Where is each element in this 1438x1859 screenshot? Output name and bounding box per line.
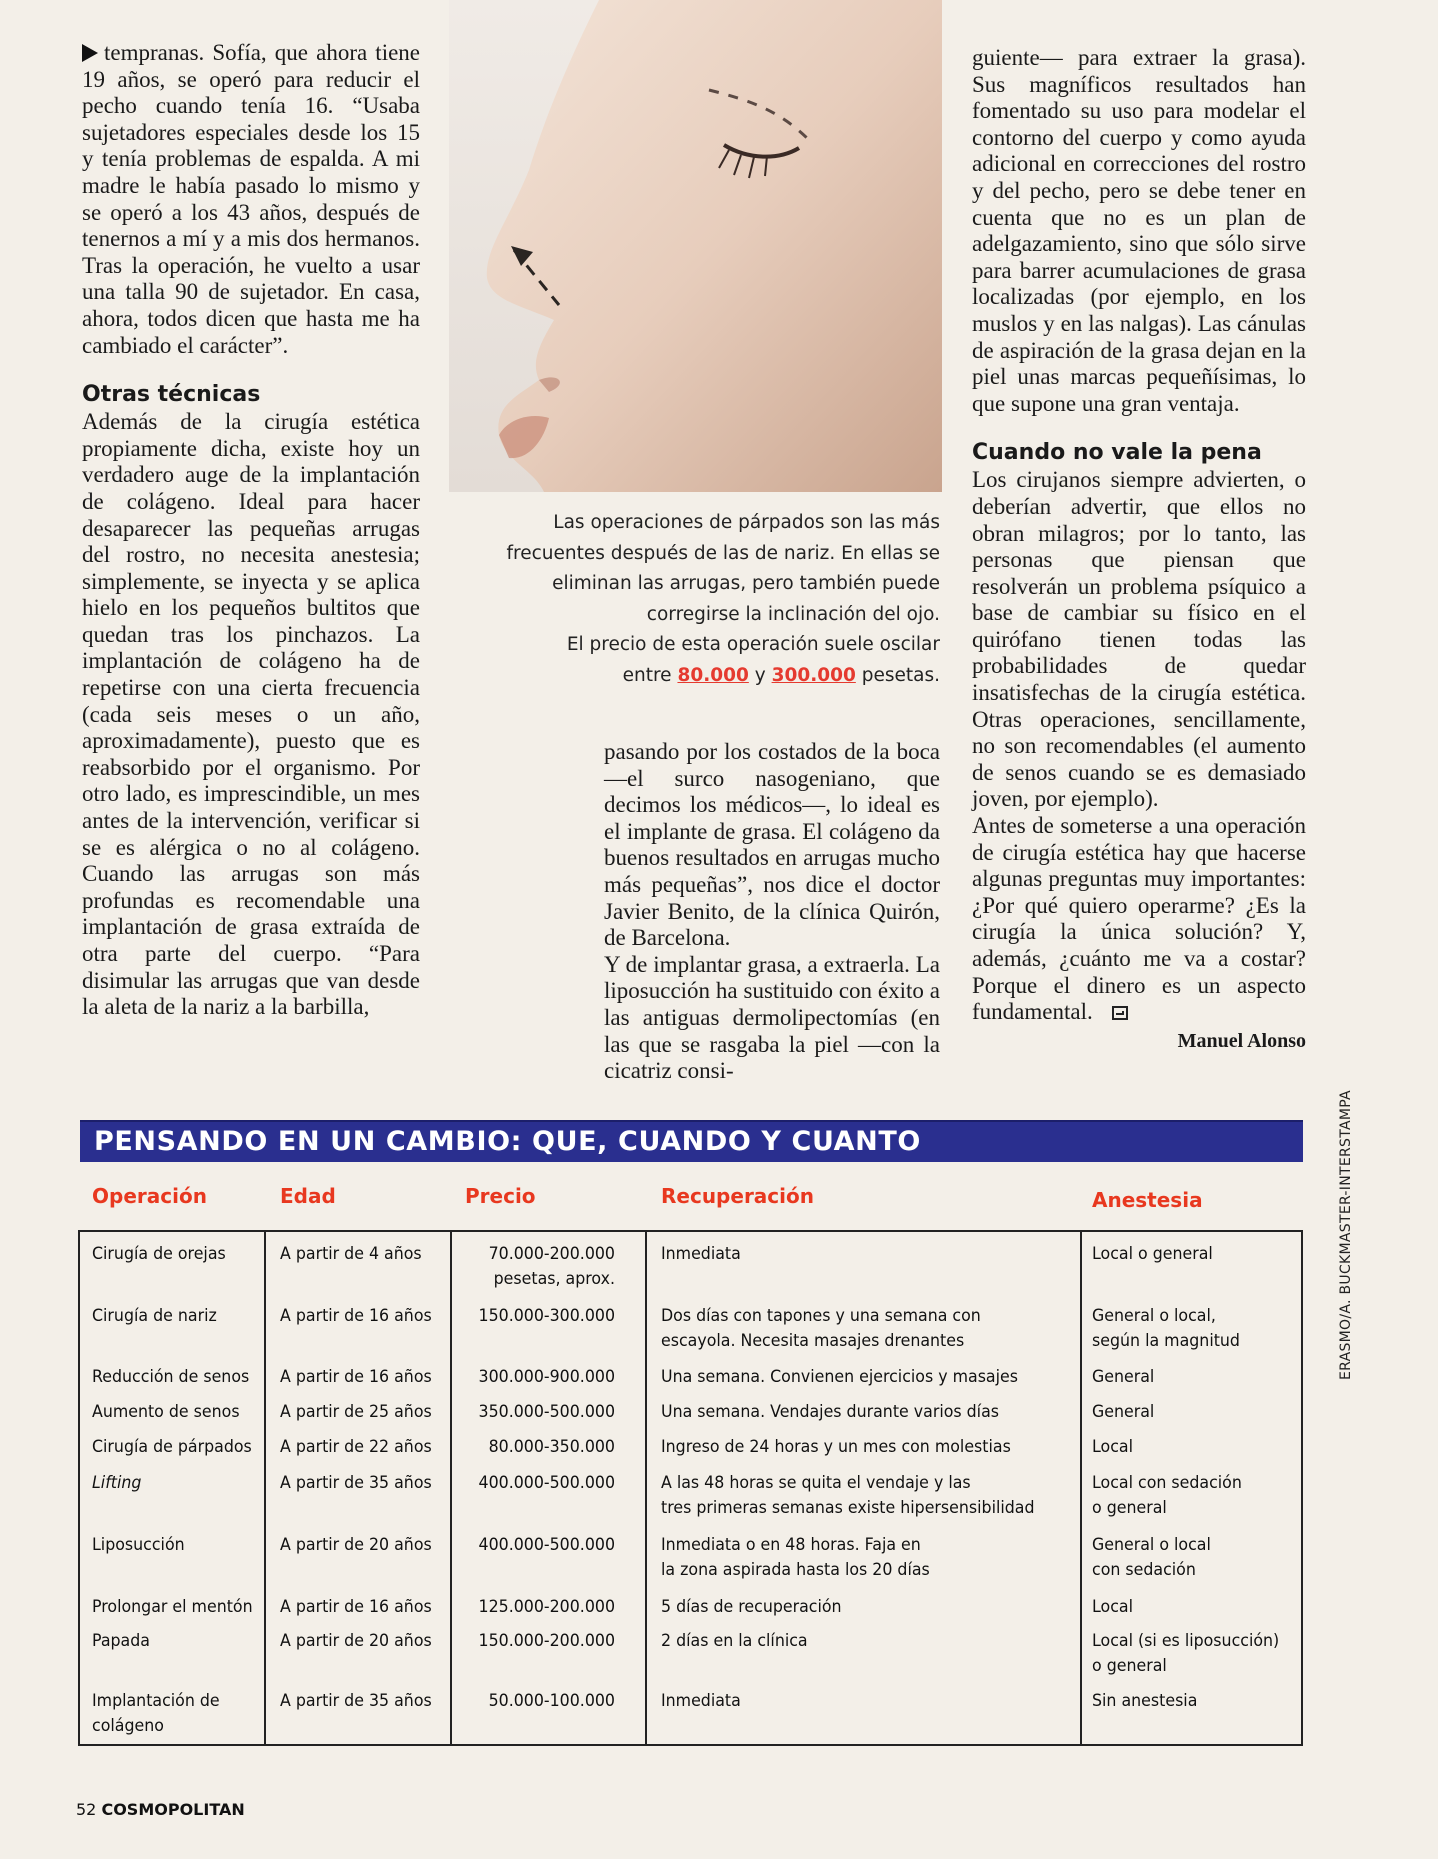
paragraph: Antes de someterse a una operación de cirugía estética hay que hacerse algunas preguntas muy importantes: ¿Por qué quiero operarme? ¿Es la cirugía la única solución? Y, además, ¿cuánto me va a costar? Porque el dinero es un aspecto fundamental. [972,813,1306,1025]
table-cell: 350.000-500.000 [478,1402,615,1422]
table-cell: Local (si es liposucción) o general [1092,1631,1280,1676]
table-cell: A partir de 16 años [280,1367,432,1387]
paragraph: Además de la cirugía estética propiamente dicha, existe hoy un verdadero auge de la implantación de colágeno. Ideal para hacer desaparecer las pequeñas arrugas del rostro, no necesita anestesia; simplemente, se inyecta y se aplica hielo en los pequeños bultitos que quedan tras los pinchazos. La implantación de colágeno ha de repetirse con una cierta frecuencia (cada seis meses o un año, aproximadamente), puesto que es reabsorbido por el organismo. Por otro lado, es imprescindible, un mes antes de la intervención, verificar si se es alérgica o no al colágeno. Cuando las arrugas son más profundas es recomendable una implantación de grasa extraída de otra parte del cuerpo. “Para disimular las arrugas que van desde la aleta de la nariz a la barbilla, [82,409,420,1020]
table-cell: Aumento de senos [92,1402,240,1422]
table-cell: A las 48 horas se quita el vendaje y las tres primeras semanas existe hipersensibilidad [661,1473,1035,1518]
table-cell: General [1092,1402,1155,1422]
table-cell: 150.000-300.000 [478,1306,615,1326]
page-number: 52 [76,1800,97,1819]
comparison-table [78,1230,1303,1746]
table-cell: General [1092,1367,1155,1387]
table-cell: Cirugía de orejas [92,1244,226,1264]
end-mark-icon [1112,1006,1128,1020]
table-cell: Local con sedación o general [1092,1473,1242,1518]
profile-photo [449,0,942,492]
table-cell: 70.000-200.000 pesetas, aprox. [488,1244,615,1289]
table-cell: Inmediata [661,1691,741,1711]
table-cell: Prolongar el mentón [92,1597,253,1617]
photo-caption: Las operaciones de párpados son las más frecuentes después de las de nariz. En ellas se eliminan las arrugas, pero también puede corregirse la inclinación del ojo. El precio de esta operación suele oscilar entre 80.000 y 300.000 pesetas. [506,512,940,686]
table-cell: 2 días en la clínica [661,1631,808,1651]
triangle-arrow-icon [82,44,98,62]
column-divider [1080,1232,1082,1744]
article-column-1 [82,40,420,1021]
table-cell: A partir de 16 años [280,1597,432,1617]
table-cell: Cirugía de párpados [92,1437,252,1457]
price-high: 300.000 [771,664,856,686]
table-cell: Implantación de colágeno [92,1691,220,1736]
paragraph: guiente— para extraer la grasa). Sus magníficos resultados han fomentado su uso para modelar el contorno del cuerpo y como ayuda adicional en correcciones del rostro y del pecho, pero se debe tener en cuenta que no es un plan de adelgazamiento, sino que sólo sirve para barrer acumulaciones de grasa localizadas (por ejemplo, en los muslos y en las nalgas). Las cánulas de aspiración de la grasa dejan en la piel unas marcas pequeñísimas, lo que supone una gran ventaja. [972,45,1306,416]
table-cell: A partir de 4 años [280,1244,422,1264]
table-cell: 125.000-200.000 [478,1597,615,1617]
paragraph: Los cirujanos siempre advierten, o deberían advertir, que ellos no obran milagros; por lo tanto, las personas que piensan que resolverán un problema psíquico a base de cambiar su físico en el quirófano tienen todas las probabilidades de quedar insatisfechas de la cirugía estética. Otras operaciones, sencillamente, no son recomendables (el aumento de senos cuando se es demasiado joven, por ejemplo). [972,467,1306,812]
table-cell: Una semana. Vendajes durante varios días [661,1402,1000,1422]
page-footer [76,1800,245,1819]
table-cell: A partir de 35 años [280,1473,432,1493]
table-cell: A partir de 16 años [280,1306,432,1326]
table-cell: Ingreso de 24 horas y un mes con molestias [661,1437,1011,1457]
table-cell: 300.000-900.000 [478,1367,615,1387]
price-low: 80.000 [677,664,749,686]
table-cell: Inmediata [661,1244,741,1264]
table-cell: Inmediata o en 48 horas. Faja en la zona aspirada hasta los 20 días [661,1535,930,1580]
table-cell: Papada [92,1631,150,1651]
column-divider [450,1232,452,1744]
section-heading: Otras técnicas [82,382,261,408]
column-divider [645,1232,647,1744]
table-cell: Sin anestesia [1092,1691,1198,1711]
table-cell: Local [1092,1437,1133,1457]
table-cell: Liposucción [92,1535,185,1555]
table-cell: A partir de 25 años [280,1402,432,1422]
article-column-3 [972,45,1306,1054]
section-heading: Cuando no vale la pena [972,440,1262,466]
table-cell: General o local con sedación [1092,1535,1211,1580]
face-profile-image [449,0,942,492]
table-cell: Lifting [92,1473,142,1493]
paragraph: Y de implantar grasa, a extraerla. La liposucción ha sustituido con éxito a las antiguas dermolipectomías (en las que se rasgaba la piel —con la cicatriz consi- [604,951,940,1084]
table-cell: A partir de 20 años [280,1631,432,1651]
table-title-banner: PENSANDO EN UN CAMBIO: QUE, CUANDO Y CUANTO [80,1120,1303,1162]
header-operacion: Operación [92,1184,207,1208]
table-cell: A partir de 35 años [280,1691,432,1711]
table-cell: Una semana. Convienen ejercicios y masajes [661,1367,1018,1387]
header-edad: Edad [280,1184,336,1208]
paragraph: pasando por los costados de la boca —el surco nasogeniano, que decimos los médicos—, lo ideal es el implante de grasa. El colágeno da buenos resultados en arrugas mucho más pequeñas”, nos dice el doctor Javier Benito, de la clínica Quirón, de Barcelona. [604,739,940,951]
table-cell: 5 días de recuperación [661,1597,842,1617]
magazine-name: COSMOPOLITAN [101,1800,245,1819]
table-cell: Reducción de senos [92,1367,250,1387]
author: Manuel Alonso [1177,1029,1306,1052]
paragraph: tempranas. Sofía, que ahora tiene 19 años, se operó para reducir el pecho cuando tenía 16. “Usaba sujetadores especiales desde los 15 y tenía problemas de espalda. A mi madre le había pasado lo mismo y se operó a los 43 años, después de tenernos a mí y a mis dos hermanos. Tras la operación, he vuelto a usar una talla 90 de sujetador. En casa, ahora, todos dicen que hasta me ha cambiado el carácter”. [82,40,420,358]
table-cell: Local o general [1092,1244,1213,1264]
table-cell: A partir de 22 años [280,1437,432,1457]
article-column-2 [604,739,940,1085]
table-cell: 50.000-100.000 [488,1691,615,1711]
table-cell: 400.000-500.000 [478,1473,615,1493]
header-anestesia: Anestesia [1092,1188,1203,1212]
photo-credit: ERASMO/A. BUCKMASTER-INTERSTAMPA [1338,1090,1354,1380]
table-cell: 400.000-500.000 [478,1535,615,1555]
column-divider [264,1232,266,1744]
table-cell: Local [1092,1597,1133,1617]
table-cell: Dos días con tapones y una semana con escayola. Necesita masajes drenantes [661,1306,981,1351]
table-cell: General o local, según la magnitud [1092,1306,1240,1351]
header-precio: Precio [465,1184,536,1208]
header-recuperacion: Recuperación [661,1184,814,1208]
table-cell: 80.000-350.000 [488,1437,615,1457]
table-cell: 150.000-200.000 [478,1631,615,1651]
table-cell: Cirugía de nariz [92,1306,217,1326]
table-cell: A partir de 20 años [280,1535,432,1555]
